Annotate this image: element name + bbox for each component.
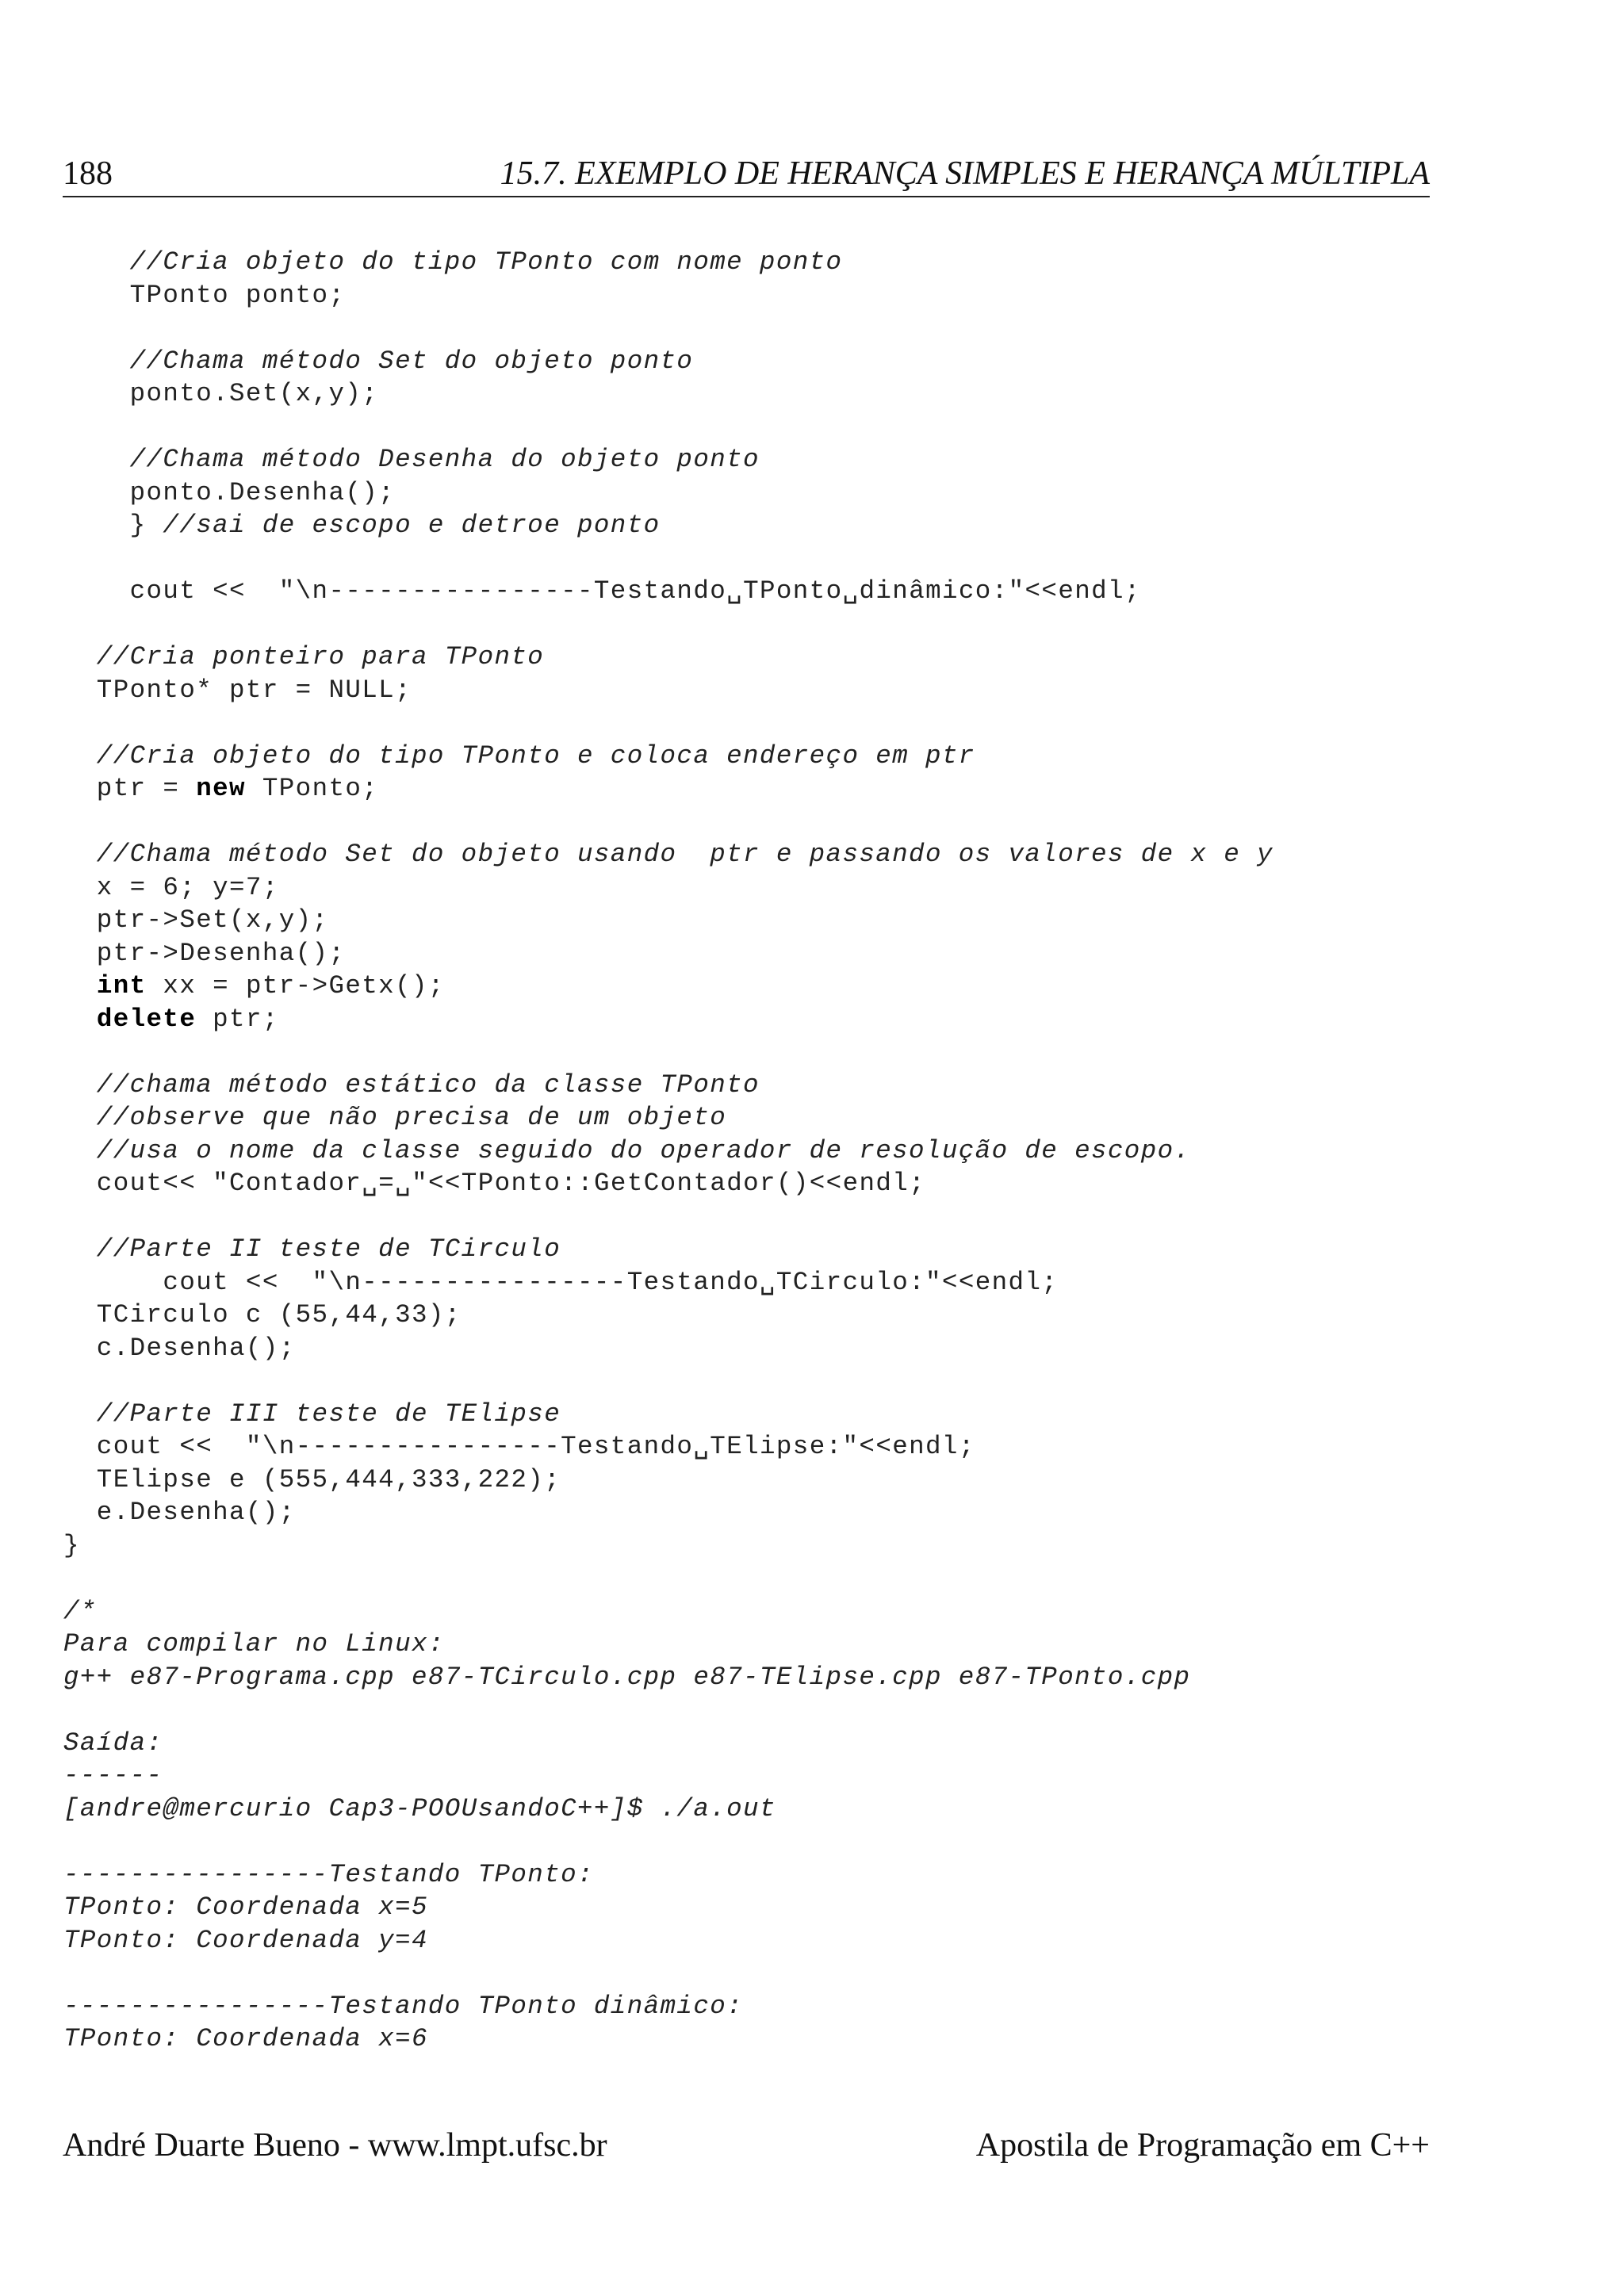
code-line: cout << "\n----------------Testando␣TCirculo:"<<endl; (63, 1267, 1059, 1297)
code-line: ptr->Desenha(); (63, 938, 346, 968)
code-line: c.Desenha(); (63, 1333, 296, 1363)
code-line: //chama método estático da classe TPonto (63, 1070, 760, 1100)
code-line: Para compilar no Linux: (63, 1629, 445, 1659)
code-line (63, 1957, 1431, 1990)
page-header (63, 147, 1430, 197)
code-line (63, 1562, 1431, 1595)
code-line (63, 1364, 1431, 1398)
code-line: //Chama método Desenha do objeto ponto (63, 445, 760, 474)
code-line (63, 1200, 1431, 1234)
code-line (63, 542, 1431, 576)
code-line: ------ (63, 1761, 163, 1790)
code-line (63, 970, 1431, 1003)
code-line: //Chama método Set do objeto usando ptr e passando os valores de x e y (63, 840, 1274, 869)
code-line: cout << "\n----------------Testando␣TElipse:"<<endl; (63, 1432, 975, 1461)
code-line: //Chama método Set do objeto ponto (63, 346, 694, 376)
code-line: //Cria objeto do tipo TPonto e coloca endereço em ptr (63, 740, 975, 771)
code-line (63, 1825, 1431, 1858)
code-line: TCirculo c (55,44,33); (63, 1300, 462, 1330)
code-line: cout << "\n----------------Testando␣TPonto␣dinâmico:"<<endl; (63, 576, 1141, 606)
code-line: //Parte II teste de TCirculo (63, 1234, 561, 1264)
code-text: TPonto; (245, 774, 379, 803)
code-line: //Cria ponteiro para TPonto (63, 642, 545, 672)
code-line (63, 411, 1431, 444)
code-line: //observe que não precisa de um objeto (63, 1103, 727, 1132)
code-listing (63, 246, 1431, 2056)
code-line: ----------------Testando TPonto: (63, 1859, 594, 1889)
code-line: Saída: (63, 1728, 163, 1758)
code-line: //usa o nome da classe seguido do operador de resolução de escopo. (63, 1135, 1191, 1165)
code-line (63, 608, 1431, 641)
code-line (63, 1003, 1431, 1036)
code-line (63, 1693, 1431, 1727)
code-line: TPonto ponto; (63, 280, 346, 310)
code-line: e.Desenha(); (63, 1498, 296, 1527)
code-line: TElipse e (555,444,333,222); (63, 1464, 561, 1494)
code-keyword: int (96, 971, 147, 1001)
code-line (63, 312, 1431, 345)
code-text: xx = ptr->Getx(); (146, 971, 445, 1001)
code-line: //Parte III teste de TElipse (63, 1399, 561, 1429)
code-line: cout<< "Contador␣=␣"<<TPonto::GetContador()<<endl; (63, 1169, 926, 1198)
code-line: ponto.Set(x,y); (63, 379, 379, 408)
code-line: TPonto* ptr = NULL; (63, 675, 412, 705)
code-line: x = 6; y=7; (63, 872, 279, 902)
code-text: } (63, 511, 163, 540)
code-text: ptr = (63, 774, 197, 803)
code-line: TPonto: Coordenada y=4 (63, 1925, 428, 1955)
running-title: 15.7. EXEMPLO DE HERANÇA SIMPLES E HERANÇA MÚLTIPLA (500, 155, 1430, 192)
code-line: g++ e87-Programa.cpp e87-TCirculo.cpp e87-TElipse.cpp e87-TPonto.cpp (63, 1662, 1191, 1692)
code-line (63, 772, 1431, 806)
code-line (63, 1035, 1431, 1069)
code-keyword: delete (96, 1004, 197, 1034)
code-line: } (63, 1530, 80, 1560)
code-line: TPonto: Coordenada x=5 (63, 1892, 428, 1922)
code-line (63, 806, 1431, 839)
code-line: /* (63, 1596, 97, 1626)
page-number: 188 (63, 155, 113, 192)
code-line (63, 509, 1431, 542)
code-line: TPonto: Coordenada x=6 (63, 2024, 428, 2053)
footer-author: André Duarte Bueno - www.lmpt.ufsc.br (63, 2127, 607, 2164)
code-text: ptr; (196, 1004, 279, 1034)
code-line: ponto.Desenha(); (63, 477, 396, 507)
code-text (63, 1004, 97, 1034)
code-line: ----------------Testando TPonto dinâmico: (63, 1991, 744, 2021)
code-line: [andre@mercurio Cap3-POOUsandoC++]$ ./a.out (63, 1793, 776, 1823)
code-text (63, 971, 97, 1001)
code-line (63, 706, 1431, 740)
code-line: ptr->Set(x,y); (63, 905, 329, 935)
code-keyword: new (196, 774, 246, 803)
code-comment: //sai de escopo e detroe ponto (163, 511, 661, 540)
footer-book-title: Apostila de Programação em C++ (975, 2127, 1430, 2164)
code-line: //Cria objeto do tipo TPonto com nome ponto (63, 247, 843, 277)
